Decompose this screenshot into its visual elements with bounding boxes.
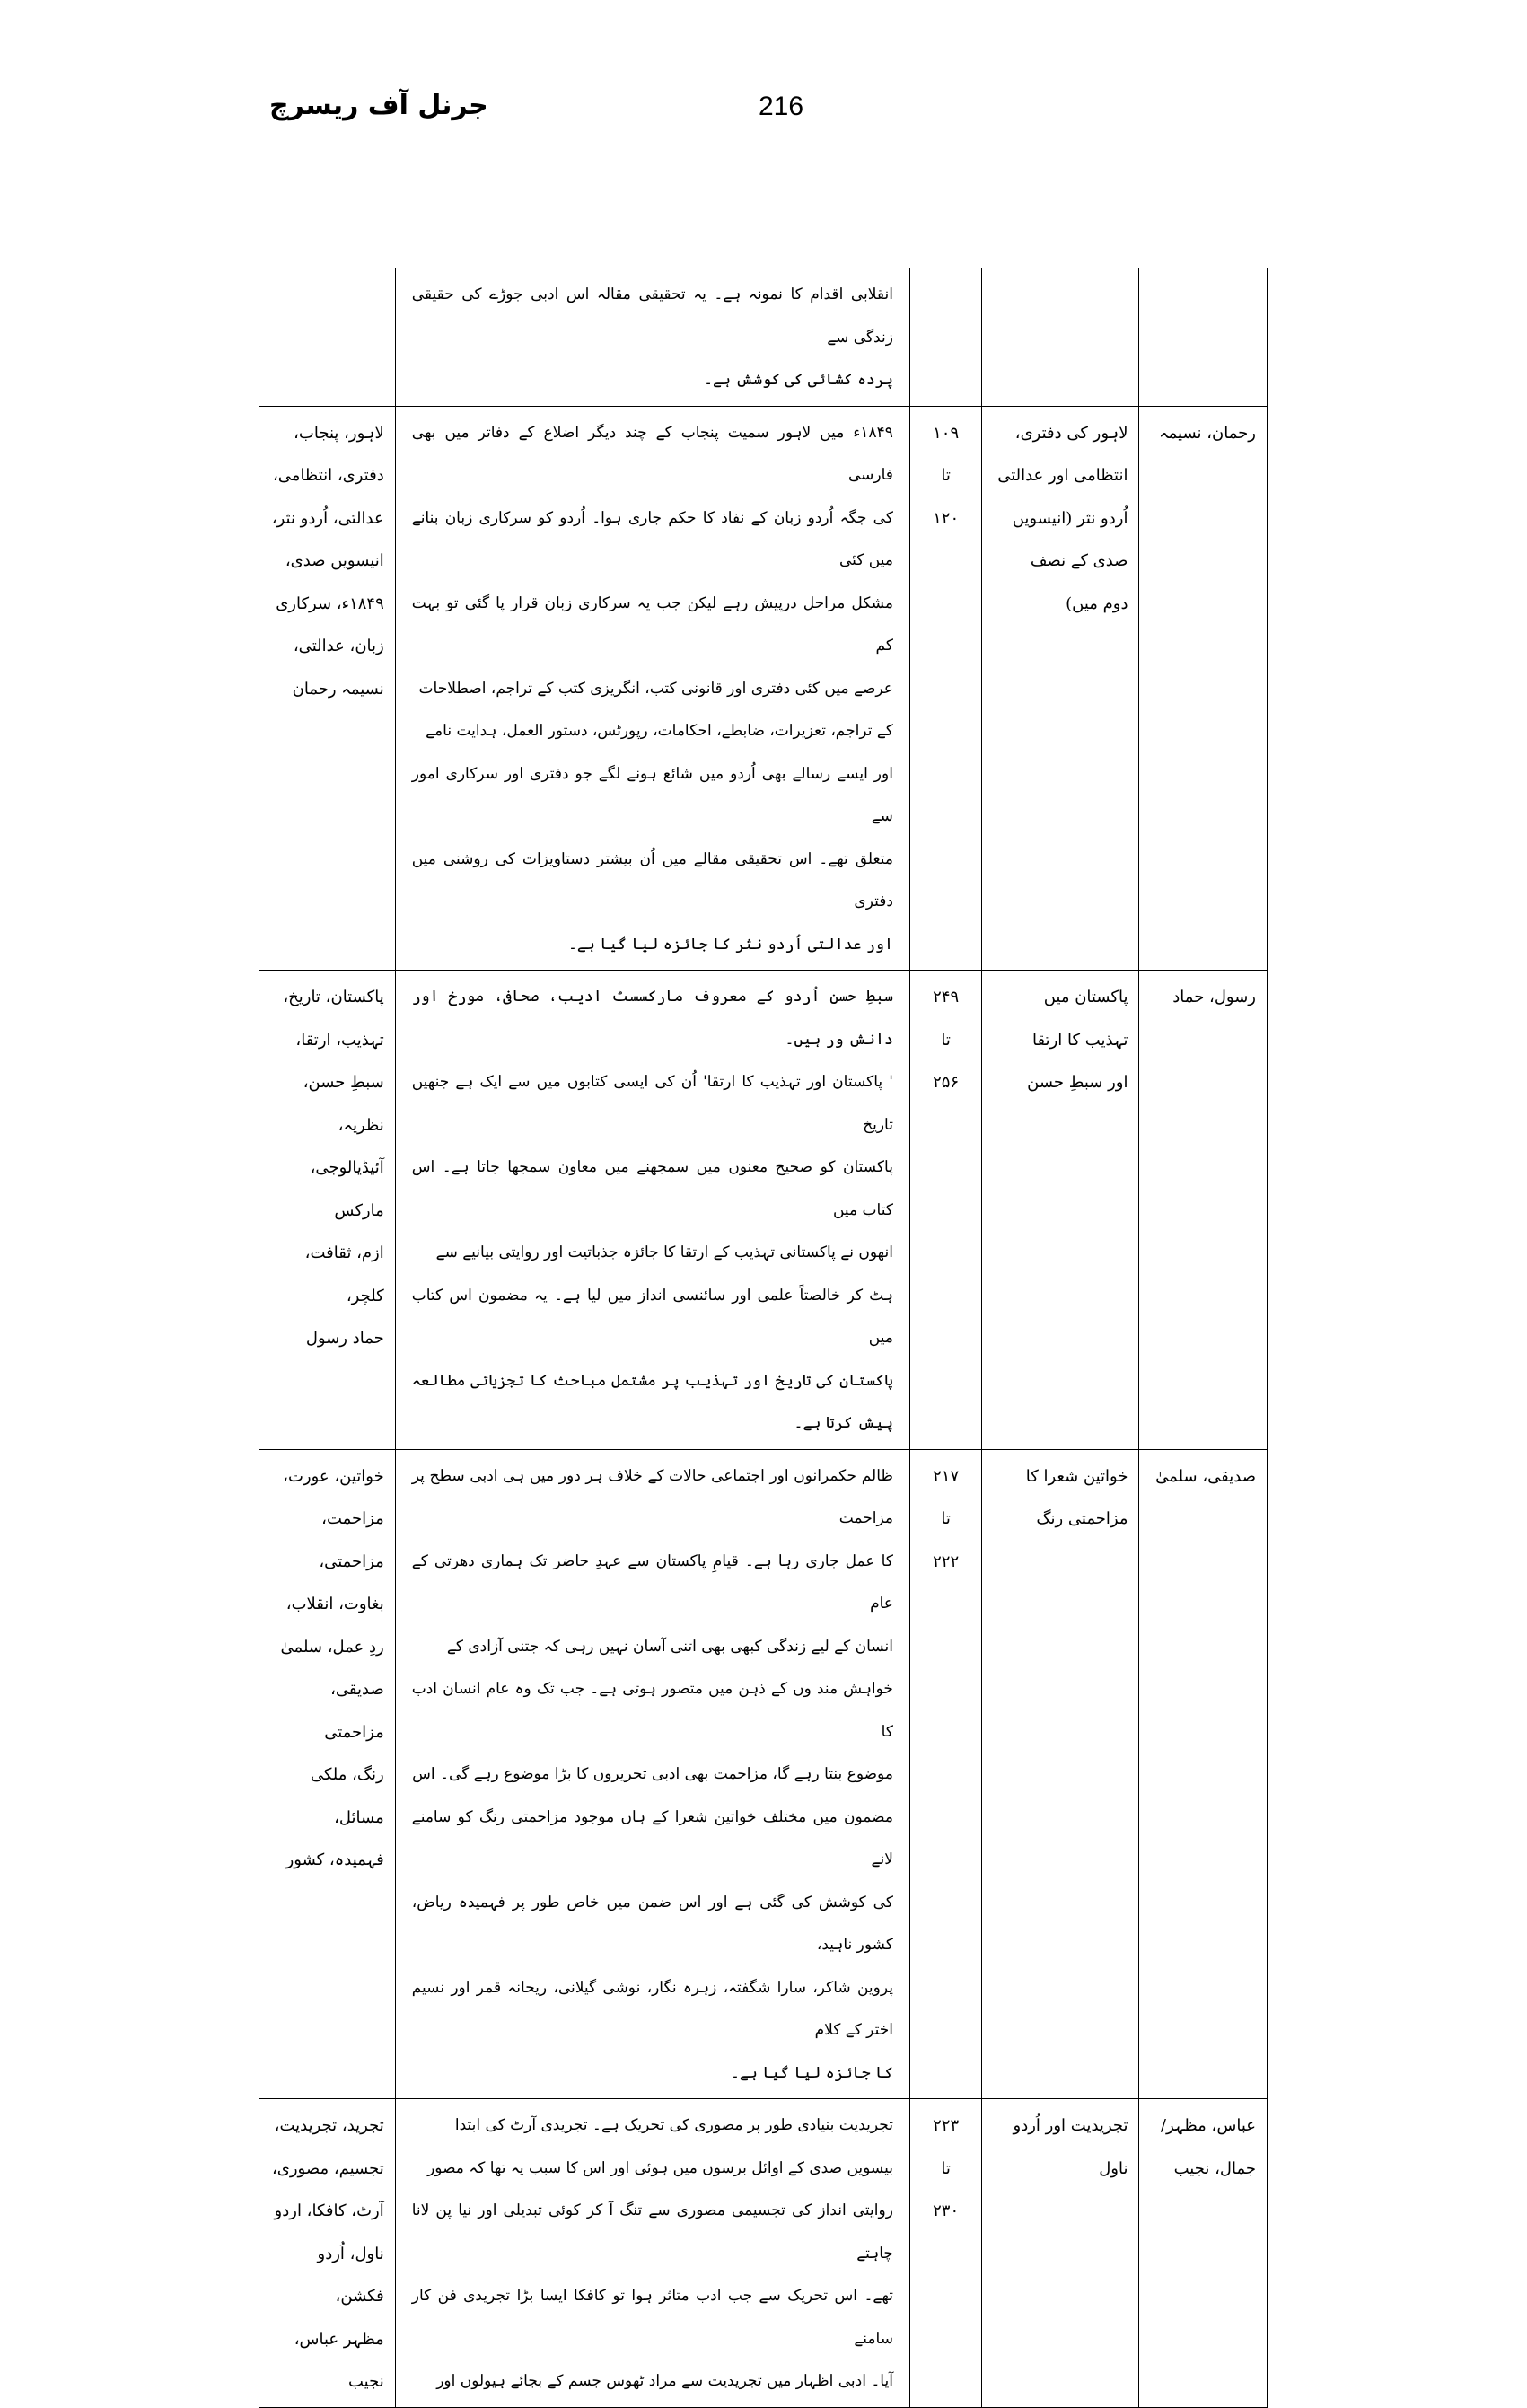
title-cell: لاہور کی دفتری، انتظامی اور عدالتی اُردو نثر (انیسویں صدی کے نصف دوم میں) <box>982 406 1139 971</box>
pages-cell <box>909 268 981 407</box>
abstract-cell: ۱۸۴۹ء میں لاہور سمیت پنجاب کے چند دیگر اضلاع کے دفاتر میں بھی فارسی کی جگہ اُردو زبان کے نفاذ کا حکم جاری ہوا۔ اُردو کو سرکاری زبان بنانے میں کئی مشکل مراحل درپیش رہے لیکن جب یہ سرکاری زبان قرار پا گئی تو بہت کم عرصے میں کئی دفتری اور قانونی کتب، انگریزی کتب کے تراجم، اصطلاحات کے تراجم، تعزیرات، ضابطے، احکامات، رپورٹس، دستور العمل، ہدایت نامے اور ایسے رسالے بھی اُردو میں شائع ہونے لگے جو دفتری اور سرکاری امور سے متعلق تھے۔ اس تحقیقی مقالے میں اُن بیشتر دستاویزات کی روشنی میں دفتری اور عدالتی اُردو نثر کا جائزہ لیا گیا ہے۔ <box>395 406 909 971</box>
author-cell: رسول، حماد <box>1139 971 1268 1450</box>
keywords-cell: خواتین، عورت، مزاحمت، مزاحمتی، بغاوت، انقلاب، ردِ عمل، سلمیٰ صدیقی، مزاحمتی رنگ، ملکی مسائل، فہمیدہ، کشور <box>259 1449 396 2099</box>
journal-title: جرنل آف ریسرچ <box>269 90 488 121</box>
table-row <box>259 1449 1268 2099</box>
keywords-cell <box>259 268 396 407</box>
page-number: 216 <box>758 92 804 121</box>
table-row <box>259 406 1268 971</box>
title-cell: خواتین شعرا کا مزاحمتی رنگ <box>982 1449 1139 2099</box>
abstract-cell: تجریدیت بنیادی طور پر مصوری کی تحریک ہے۔ تجریدی آرٹ کی ابتدا بیسویں صدی کے اوائل برسوں میں ہوئی اور اس کا سبب یہ تھا کہ مصور روایتی انداز کی تجسیمی مصوری سے تنگ آ کر کوئی تبدیلی اور نیا پن لانا چاہتے تھے۔ اس تحریک سے جب ادب متاثر ہوا تو کافکا ایسا بڑا تجریدی فن کار سامنے آیا۔ ادبی اظہار میں تجریدیت سے مراد ٹھوس جسم کے بجائے ہیولوں اور <box>395 2099 909 2408</box>
keywords-cell: تجرید، تجریدیت، تجسیم، مصوری، آرٹ، کافکا، اردو ناول، اُردو فکشن، مظہر عباس، نجیب <box>259 2099 396 2408</box>
title-cell: پاکستان میں تہذیب کا ارتقا اور سبطِ حسن <box>982 971 1139 1450</box>
author-cell: رحمان، نسیمہ <box>1139 406 1268 971</box>
table-row <box>259 971 1268 1450</box>
table-row <box>259 2099 1268 2408</box>
article-index-table <box>259 268 1268 2408</box>
abstract-cell: ظالم حکمرانوں اور اجتماعی حالات کے خلاف ہر دور میں ہی ادبی سطح پر مزاحمت کا عمل جاری رہا ہے۔ قیامِ پاکستان سے عہدِ حاضر تک ہماری دھرتی کے عام انسان کے لیے زندگی کبھی بھی اتنی آسان نہیں رہی کہ جتنی آزادی کے خواہش مند وں کے ذہن میں متصور ہوتی ہے۔ جب تک وہ عام انسان ادب کا موضوع بنتا رہے گا، مزاحمت بھی ادبی تحریروں کا بڑا موضوع رہے گی۔ اس مضمون میں مختلف خواتین شعرا کے ہاں موجود مزاحمتی رنگ کو سامنے لانے کی کوشش کی گئی ہے اور اس ضمن میں خاص طور پر فہمیدہ ریاض، کشور ناہید، پروین شاکر، سارا شگفتہ، زہرہ نگار، نوشی گیلانی، ریحانہ قمر اور نسیم اختر کے کلام کا جائزہ لیا گیا ہے۔ <box>395 1449 909 2099</box>
keywords-cell: پاکستان، تاریخ، تہذیب، ارتقا، سبطِ حسن، نظریہ، آئیڈیالوجی، مارکس ازم، ثقافت، کلچر، حماد رسول <box>259 971 396 1450</box>
author-cell: عباس، مظہر/ جمال، نجیب <box>1139 2099 1268 2408</box>
pages-cell: ۲۲۳ تا ۲۳۰ <box>909 2099 981 2408</box>
title-cell <box>982 268 1139 407</box>
pages-cell: ۲۴۹ تا ۲۵۶ <box>909 971 981 1450</box>
pages-cell: ۱۰۹ تا ۱۲۰ <box>909 406 981 971</box>
author-cell: صدیقی، سلمیٰ <box>1139 1449 1268 2099</box>
abstract-cell: انقلابی اقدام کا نمونہ ہے۔ یہ تحقیقی مقالہ اس ادبی جوڑے کی حقیقی زندگی سے پردہ کشائی کی کوشش ہے۔ <box>395 268 909 407</box>
keywords-cell: لاہور، پنجاب، دفتری، انتظامی، عدالتی، اُردو نثر، انیسویں صدی، ۱۸۴۹ء، سرکاری زبان، عدالتی، نسیمہ رحمان <box>259 406 396 971</box>
abstract-cell: سبطِ حسن اُردو کے معروف مارکسسٹ ادیب، صحافی، مورخ اور دانش ور ہیں۔ ' پاکستان اور تہذیب کا ارتقا' اُن کی ایسی کتابوں میں سے ایک ہے جنھیں تاریخ پاکستان کو صحیح معنوں میں سمجھنے میں معاون سمجھا جاتا ہے۔ اس کتاب میں انھوں نے پاکستانی تہذیب کے ارتقا کا جائزہ جذباتیت اور روایتی بیانیے سے ہٹ کر خالصتاً علمی اور سائنسی انداز میں لیا ہے۔ یہ مضمون اس کتاب میں پاکستان کی تاریخ اور تہذیب پر مشتمل مباحث کا تجزیاتی مطالعہ پیش کرتا ہے۔ <box>395 971 909 1450</box>
author-cell <box>1139 268 1268 407</box>
table-row <box>259 268 1268 407</box>
pages-cell: ۲۱۷ تا ۲۲۲ <box>909 1449 981 2099</box>
title-cell: تجریدیت اور اُردو ناول <box>982 2099 1139 2408</box>
